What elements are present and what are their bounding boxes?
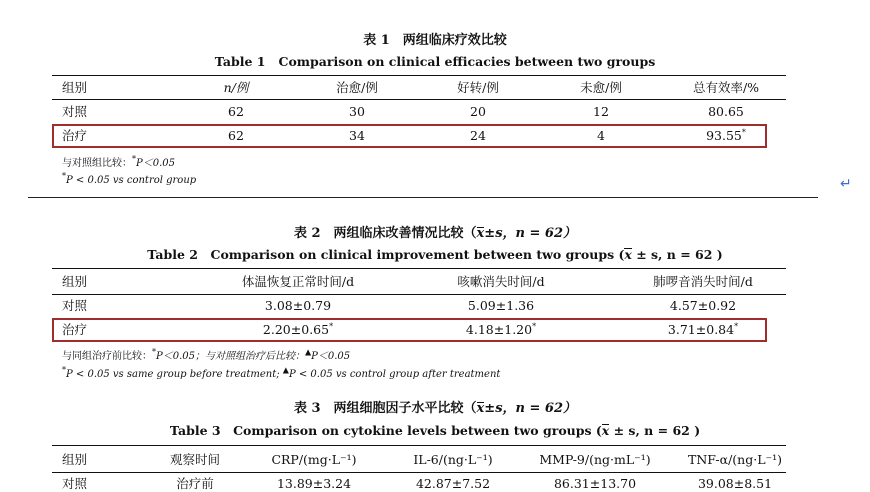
table1-row2-cured: 34 — [349, 128, 365, 143]
table3-header-il6: IL-6/(ng·L⁻¹) — [413, 452, 493, 467]
table2-row1-group: 对照 — [62, 298, 88, 313]
table1-row2-uncured: 4 — [597, 128, 605, 143]
table3-title-cn-xbar: x — [476, 401, 485, 416]
table2-note-en-c: P < 0.05 vs control group after treatment — [288, 369, 501, 380]
table2-header-rule — [52, 294, 786, 295]
table2-row2-rales: 3.71±0.84* — [667, 321, 739, 337]
table3-header-tnf: TNF-α/(ng·L⁻¹) — [688, 452, 782, 467]
table3-title-en-xbar: x — [601, 423, 610, 438]
table3-row1-tnf: 39.08±8.51 — [697, 476, 773, 491]
table2-note-cn-triangle: ▲ — [305, 347, 312, 357]
table1-title-en-text: Comparison on clinical efficacies between two groups — [278, 54, 656, 69]
table3-title-cn — [0, 401, 870, 417]
table1-row2-improved: 24 — [470, 128, 486, 143]
table2-top-rule — [52, 268, 786, 269]
table2-row2-cough: 4.18±1.20* — [465, 321, 537, 337]
table3-title-en-c: ± s, n = 62 ) — [613, 423, 701, 438]
table3-title-en — [0, 423, 870, 439]
table3-title-cn-c: ± — [484, 401, 496, 416]
table1-note-en: *P < 0.05 vs control group — [62, 171, 197, 186]
table2-title-cn-xbar: x — [476, 226, 485, 241]
table1-title-en — [0, 54, 870, 70]
table1-top-rule — [52, 75, 786, 76]
table3-header-rule — [52, 472, 786, 473]
table2-row2-cough-value: 4.18±1.20 — [465, 322, 533, 337]
table2-note-en: *P < 0.05 vs same group before treatment; ▲P < 0.05 vs control group after treatment — [62, 365, 501, 380]
table2-title-en — [0, 247, 870, 263]
return-mark-icon: ↵ — [840, 176, 852, 192]
table1-note-cn: 与对照组比较：*P＜0.05 — [62, 154, 175, 169]
table2-row2-temp-value: 2.20±0.65 — [262, 322, 330, 337]
table1-row1-n: 62 — [228, 104, 244, 119]
table1-row2-rate-value: 93.55 — [706, 128, 742, 143]
table2-header-group: 组别 — [62, 274, 88, 289]
table3-title-en-a: Table 3 Comparison on cytokine levels between two groups ( — [169, 423, 602, 438]
table3-header-crp: CRP/(mg·L⁻¹) — [271, 452, 357, 467]
table2-note-en-a: P < 0.05 vs same group before treatment; — [66, 369, 280, 380]
table1-header-group: 组别 — [62, 80, 88, 95]
table3-header-time: 观察时间 — [169, 452, 221, 467]
table3-row1-group: 对照 — [62, 476, 88, 491]
table1-note-cn-p: P＜0.05 — [136, 158, 175, 169]
table2-row2-group: 治疗 — [62, 322, 88, 337]
table1-row2-n: 62 — [228, 128, 244, 143]
table2-title-cn-c: ± — [484, 226, 496, 241]
table2-title-en-c: ± s, n = 62 ) — [636, 247, 723, 262]
table1-title-en-label: Table 1 — [214, 54, 266, 69]
table3-title-cn-d: s， — [495, 401, 516, 416]
table2-header-rales: 肺啰音消失时间/d — [653, 274, 753, 289]
table3-row1-mmp9: 86.31±13.70 — [553, 476, 637, 491]
table2-title-en-xbar: x — [624, 247, 632, 262]
table2-note-en-triangle: ▲ — [282, 365, 289, 375]
table1-note-en-text: P < 0.05 vs control group — [66, 175, 197, 186]
table2-row2-temp: 2.20±0.65* — [262, 321, 334, 337]
table1-row2-rate — [706, 128, 746, 144]
table2-title-cn-d: s， — [495, 226, 516, 241]
table2-row1-cough: 5.09±1.36 — [467, 298, 535, 313]
table1-row1-improved: 20 — [470, 104, 486, 119]
table1-header-rule — [52, 99, 786, 100]
table1-row2-group: 治疗 — [62, 128, 88, 143]
table2-title-cn-a: 表 2 两组临床改善情况比较（ — [293, 226, 477, 241]
table3-row1-time: 治疗前 — [176, 476, 214, 491]
table2-note-cn: 与同组治疗前比较：*P＜0.05；与对照组治疗后比较：▲P＜0.05 — [62, 347, 351, 362]
table1-row1-rate: 80.65 — [708, 104, 744, 119]
table1-header-n-text: n/例 — [223, 80, 249, 95]
table1-header-rate: 总有效率/% — [692, 80, 760, 95]
table2-title-cn — [0, 226, 870, 242]
table2-row1-temp: 3.08±0.79 — [264, 298, 332, 313]
table3-row1-il6: 42.87±7.52 — [415, 476, 491, 491]
table1-header-cured: 治愈/例 — [336, 80, 378, 95]
table3-title-cn-a: 表 3 两组细胞因子水平比较（ — [293, 401, 477, 416]
table3-header-group: 组别 — [62, 452, 88, 467]
table1-row1-cured: 30 — [349, 104, 365, 119]
table1-header-n — [224, 80, 249, 96]
table1-row1-group: 对照 — [62, 104, 88, 119]
section-separator — [28, 197, 818, 198]
table2-header-cough: 咳嗽消失时间/d — [457, 274, 545, 289]
table2-row2-rales-value: 3.71±0.84 — [667, 322, 735, 337]
table3-title-cn-e: n = 62） — [515, 401, 577, 416]
table3-top-rule — [52, 445, 786, 446]
table1-row1-uncured: 12 — [593, 104, 609, 119]
table2-note-cn-a: 与同组治疗前比较： — [62, 351, 152, 362]
table1-note-cn-text: 与对照组比较： — [62, 158, 132, 169]
table2-row1-rales: 4.57±0.92 — [669, 298, 737, 313]
table3-header-mmp9: MMP-9/(ng·mL⁻¹) — [539, 452, 651, 467]
table1-highlight-box — [52, 124, 767, 148]
table1-row2-rate-sup: * — [741, 127, 746, 137]
table2-title-en-a: Table 2 Comparison on clinical improvement between two groups ( — [147, 247, 625, 262]
table3-row1-crp: 13.89±3.24 — [276, 476, 352, 491]
table2-header-temp: 体温恢复正常时间/d — [241, 274, 355, 289]
table1-title-cn: 表 1 两组临床疗效比较 — [363, 33, 507, 48]
table2-note-cn-d: P＜0.05 — [311, 351, 351, 362]
table1-header-uncured: 未愈/例 — [580, 80, 622, 95]
table2-note-cn-b: P＜0.05；与对照组治疗后比较： — [156, 351, 305, 362]
table2-highlight-box — [52, 318, 767, 342]
table2-title-cn-e: n = 62） — [515, 226, 577, 241]
table1-header-improved: 好转/例 — [457, 80, 499, 95]
